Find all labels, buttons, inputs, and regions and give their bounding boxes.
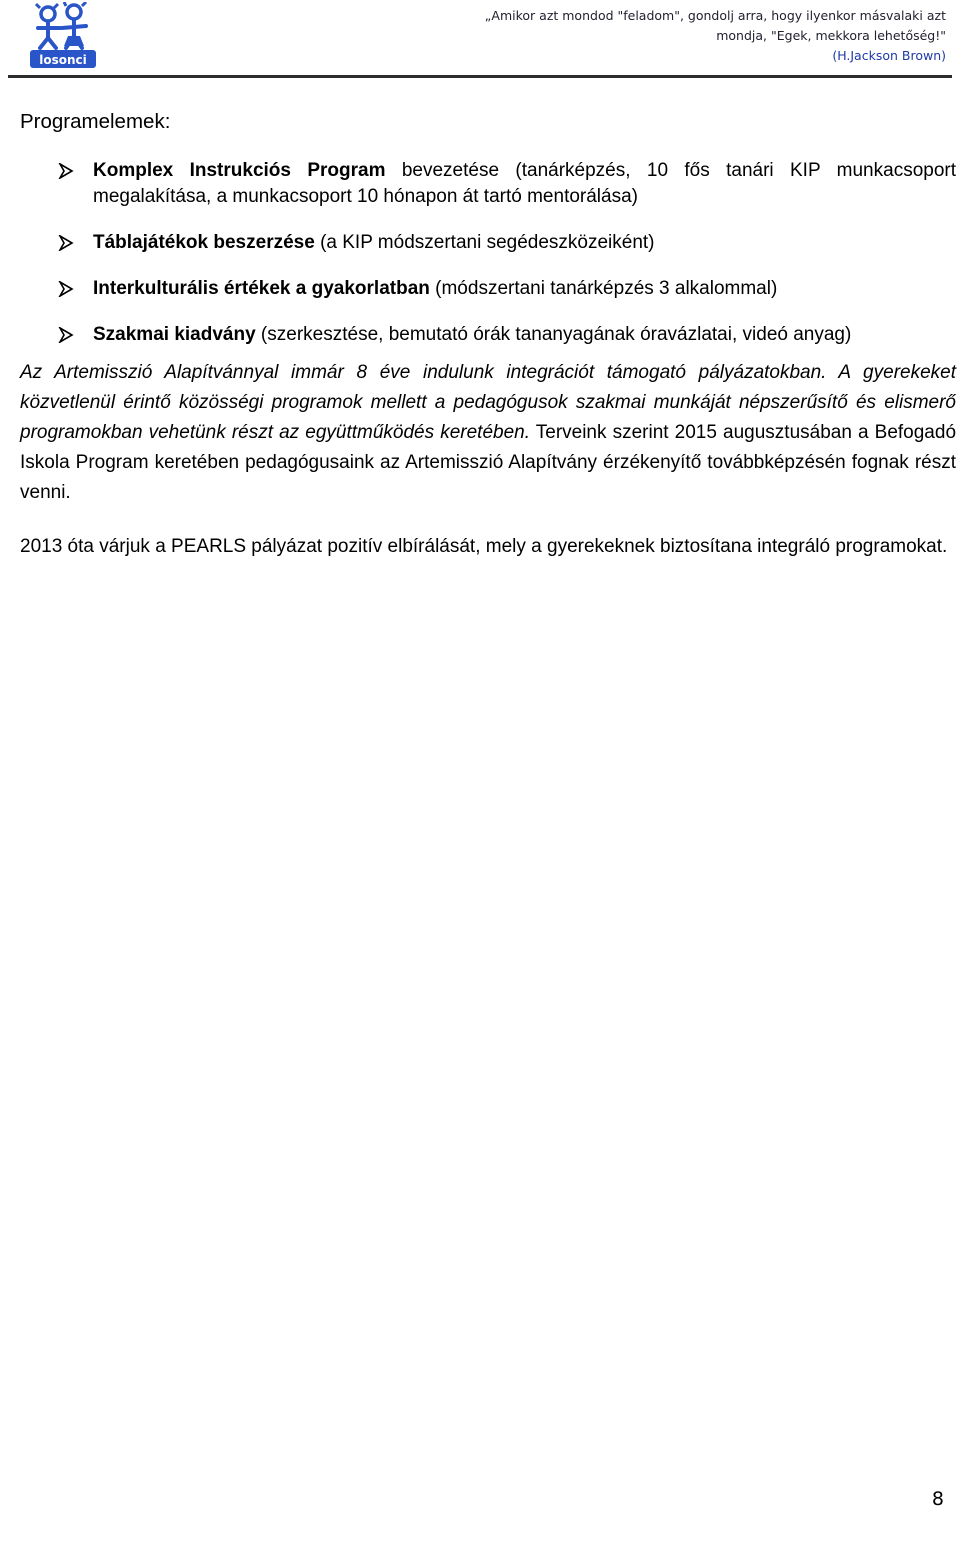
list-item-title: Interkulturális értékek a gyakorlatban [93,278,430,299]
list-item [20,322,956,348]
header-quote [426,6,946,66]
arrow-bullet-icon [58,235,74,251]
arrow-bullet-icon [58,281,74,297]
list-item-title: Szakmai kiadvány [93,324,256,345]
program-list [20,158,956,348]
list-item-title: Táblajátékok beszerzése [93,232,315,253]
list-item [20,276,956,302]
quote-author: (H.Jackson Brown) [832,48,946,63]
arrow-bullet-icon [58,163,74,179]
losonci-logo [26,2,100,70]
list-item [20,158,956,210]
paragraph-artemisszio [20,358,956,508]
header-divider [8,75,952,78]
main-content [20,108,956,562]
page-header [0,0,960,80]
list-item-text: (a KIP módszertani segédeszközeiként) [314,232,655,253]
list-item [20,230,956,256]
page-number: 8 [931,1488,944,1510]
list-item-title: Komplex Instrukciós Program [93,160,386,181]
logo-text: losonci [39,53,87,67]
paragraph-pearls: 2013 óta várjuk a PEARLS pályázat pozitív elbírálását, mely a gyerekeknek biztosítana integráló programokat. [20,536,948,557]
paragraph-italic-text: Az Artemisszió Alapítvánnyal immár 8 éve indulunk integrációt támogató pályázatokban. A gyerekeket közvetlenül érintő közösségi programok mellett a pedagógusok szakmai munkáját népszerűsítő és elismerő programokban vehetünk részt az együttműködés keretében. [20,362,956,443]
section-heading: Programelemek: [20,110,171,133]
quote-line-1: „Amikor azt mondod "feladom", gondolj arra, hogy ilyenkor másvalaki azt [484,8,946,23]
list-item-text: (szerkesztése, bemutató órák tananyagának óravázlatai, videó anyag) [255,324,852,345]
paragraph-text: Terveink szerint 2015 augusztusában a Befogadó Iskola Program keretében pedagógusaink az Artemisszió Alapítvány érzékenyítő továbbképzésén fognak részt venni. [20,422,957,503]
quote-line-2: mondja, "Egek, mekkora lehetőség!" [716,28,946,43]
list-item-text: bevezetése (tanárképzés, 10 fős tanári KIP munkacsoport megalakítása, a munkacsoport 10 hónapon át tartó mentorálása) [93,160,956,207]
arrow-bullet-icon [58,327,74,343]
list-item-text: (módszertani tanárképzés 3 alkalommal) [429,278,778,299]
